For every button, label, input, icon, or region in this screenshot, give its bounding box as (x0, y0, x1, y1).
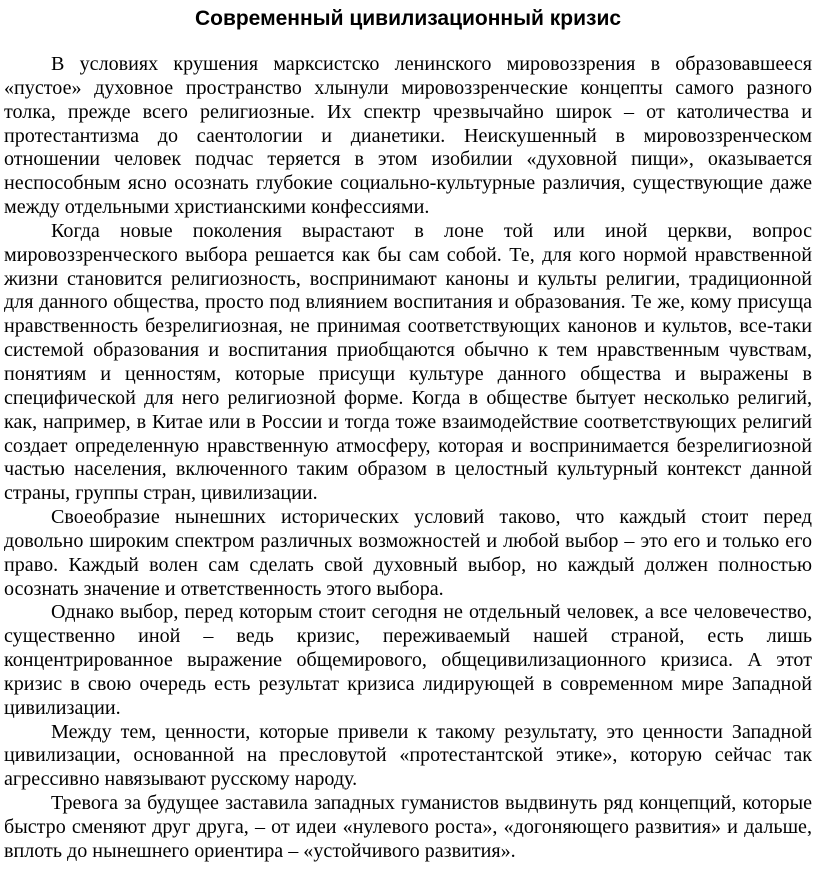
paragraph-6: Тревога за будущее заставила западных гуманистов выдвинуть ряд концепций, которые быстро сменяют друг друга, – от идеи «нулевого роста», «догоняющего развития» и дальше, вплоть до нынешнего ориентира – «устойчивого развития». (4, 792, 812, 862)
paragraph-5: Между тем, ценности, которые привели к такому результату, это ценности Западной цивилизации, основанной на пресловутой «протестантской этике», которую сейчас так агрессивно навязывают русскому народу. (4, 720, 812, 791)
paragraph-4: Однако выбор, перед которым стоит сегодня не отдельный человек, а все человечество, существенно иной – ведь кризис, переживаемый нашей страной, есть лишь концентрированное выражение общемирового, общецивилизационного кризиса. А этот кризис в свою очередь есть результат кризиса лидирующей в современном мире Западной цивилизации. (4, 601, 812, 719)
paragraph-2: Когда новые поколения вырастают в лоне той или иной церкви, вопрос мировоззренческого выбора решается как бы сам собой. Те, для кого нормой нравственной жизни становится религиозность, воспринимают каноны и культы религии, традиционной для данного общества, просто под влиянием воспитания и образования. Те же, кому присуща нравственность безрелигиозная, не принимая соответствующих канонов и культов, все-таки системой образования и воспитания приобщаются обычно к тем нравственным чувствам, понятиям и ценностям, которые присущи культуре данного общества и выражены в специфической для него религиозной форме. Когда в обществе бытует несколько религий, как, например, в Китае или в России и тогда тоже взаимодействие соответствующих религий создает определенную нравственную атмосферу, которая и воспринимается безрелигиозной частью населения, включенного таким образом в целостный культурный контекст данной страны, группы стран, цивилизации. (4, 219, 812, 505)
paragraph-3: Своеобразие нынешних исторических условий таково, что каждый стоит перед довольно широким спектром различных возможностей и любой выбор – это его и только его право. Каждый волен сам сделать свой духовный выбор, но каждый должен полностью осознать значение и ответственность этого выбора. (4, 506, 812, 600)
paragraph-1: В условиях крушения марксистско ленинского мировоззрения в образовавшееся «пустое» духовное пространство хлынули мировоззренческие концепты самого разного толка, прежде всего религиозные. Их спектр чрезвычайно широк – от католичества и протестантизма до саентологии и дианетики. Неискушенный в мировоззренческом отношении человек подчас теряется в этом изобилии «духовной пищи», оказывается неспособным ясно осознать глубокие социально-культурные различия, существующие даже между отдельными христианскими конфессиями. (4, 53, 812, 219)
document-title: Современный цивилизационный кризис (194, 7, 622, 30)
